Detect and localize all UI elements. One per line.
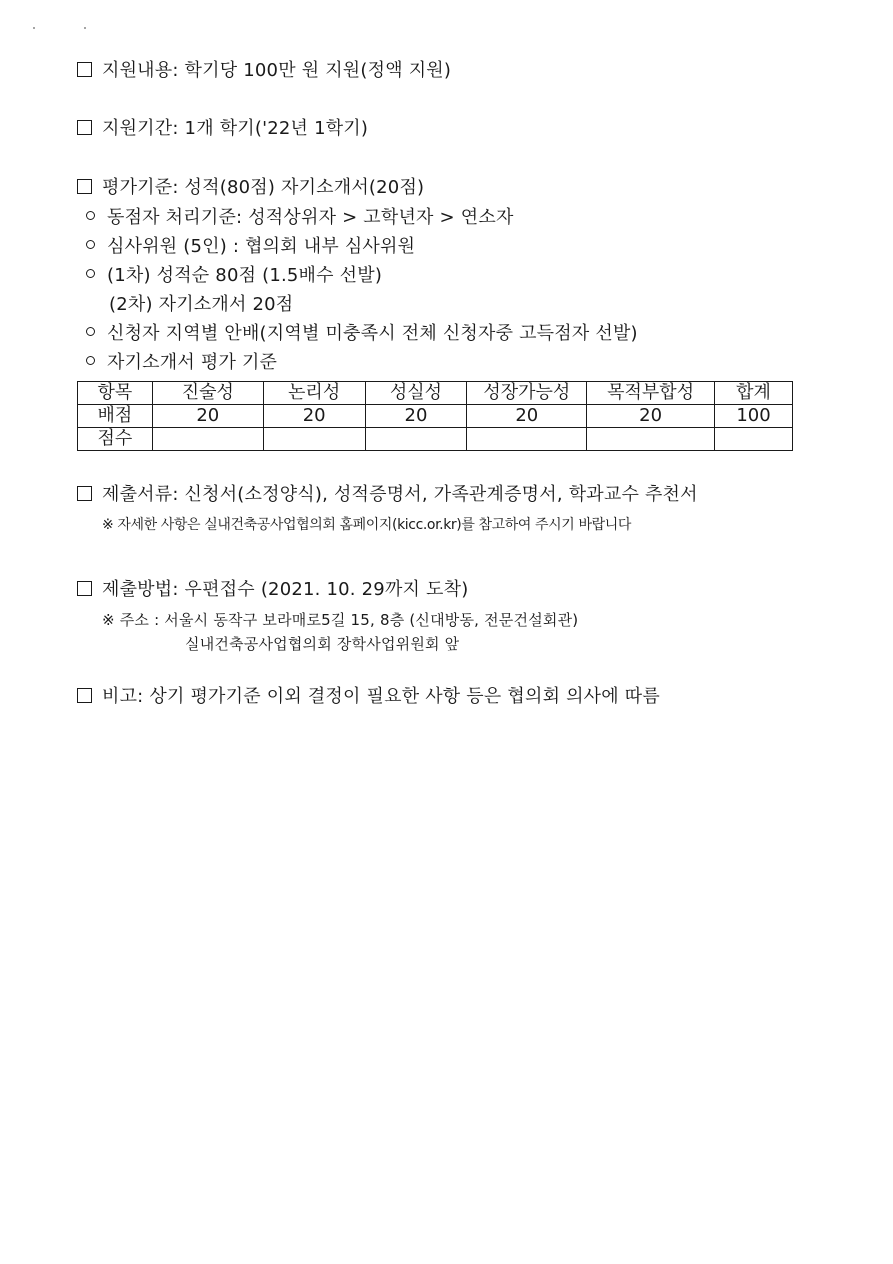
circle-bullet-icon — [86, 327, 95, 336]
circle-bullet-icon — [86, 269, 95, 278]
table-row — [78, 428, 793, 451]
table-cell: 20 — [152, 405, 263, 428]
circle-bullet-icon — [86, 356, 95, 365]
support-content-text: 학기당 100만 원 지원(정액 지원) — [184, 60, 452, 81]
scan-speck — [84, 27, 86, 29]
table-cell — [715, 428, 793, 451]
table-header-cell: 목적부합성 — [587, 382, 715, 405]
criteria-table — [77, 381, 793, 451]
checkbox-square-icon — [77, 62, 92, 77]
support-content-line — [77, 60, 451, 82]
evaluation-item-text: 심사위원 (5인) : 협의회 내부 심사위원 — [107, 236, 416, 257]
table-header-cell: 성실성 — [365, 382, 467, 405]
documents-label: 제출서류: — [102, 484, 179, 505]
evaluation-item — [86, 265, 382, 287]
checkbox-square-icon — [77, 581, 92, 596]
table-header-cell: 합계 — [715, 382, 793, 405]
evaluation-item — [86, 352, 277, 374]
submission-line — [77, 579, 468, 601]
evaluation-item — [86, 236, 415, 258]
evaluation-item — [86, 207, 514, 229]
evaluation-text: 성적(80점) 자기소개서(20점) — [184, 177, 425, 198]
table-cell: 20 — [587, 405, 715, 428]
table-cell: 점수 — [78, 428, 153, 451]
support-period-text: 1개 학기('22년 1학기) — [184, 118, 369, 139]
checkbox-square-icon — [77, 179, 92, 194]
table-header-cell: 성장가능성 — [467, 382, 587, 405]
evaluation-item-continuation-text: (2차) 자기소개서 20점 — [109, 294, 294, 315]
submission-address-line2: 실내건축공사업협의회 장학사업위원회 앞 — [185, 635, 460, 653]
evaluation-item-text: 동점자 처리기준: 성적상위자 > 고학년자 > 연소자 — [107, 207, 514, 228]
table-header-cell: 진술성 — [152, 382, 263, 405]
table-cell — [152, 428, 263, 451]
checkbox-square-icon — [77, 486, 92, 501]
evaluation-item-text: (1차) 성적순 80점 (1.5배수 선발) — [107, 265, 383, 286]
circle-bullet-icon — [86, 240, 95, 249]
table-cell: 100 — [715, 405, 793, 428]
table-cell — [467, 428, 587, 451]
remarks-label: 비고: — [102, 686, 144, 707]
support-content-label: 지원내용: — [102, 60, 179, 81]
support-period-label: 지원기간: — [102, 118, 179, 139]
evaluation-label: 평가기준: — [102, 177, 179, 198]
table-cell: 20 — [365, 405, 467, 428]
table-cell — [365, 428, 467, 451]
remarks-line — [77, 686, 660, 708]
table-cell: 배점 — [78, 405, 153, 428]
evaluation-item-continuation — [109, 294, 293, 316]
table-cell — [587, 428, 715, 451]
table-header-cell: 논리성 — [263, 382, 365, 405]
submission-label: 제출방법: — [102, 579, 179, 600]
table-row — [78, 405, 793, 428]
table-cell — [263, 428, 365, 451]
evaluation-item — [86, 323, 638, 345]
submission-address-line1: ※ 주소 : 서울시 동작구 보라매로5길 15, 8층 (신대방동, 전문건설회관) — [102, 611, 579, 629]
table-cell: 20 — [263, 405, 365, 428]
table-header-row — [78, 382, 793, 405]
checkbox-square-icon — [77, 688, 92, 703]
support-period-line — [77, 118, 368, 140]
remarks-text: 상기 평가기준 이외 결정이 필요한 사항 등은 협의회 의사에 따름 — [149, 686, 660, 707]
evaluation-item-text: 자기소개서 평가 기준 — [107, 352, 278, 373]
evaluation-line — [77, 177, 424, 199]
documents-text: 신청서(소정양식), 성적증명서, 가족관계증명서, 학과교수 추천서 — [184, 484, 698, 505]
documents-note: ※ 자세한 사항은 실내건축공사업협의회 홈페이지(kicc.or.kr)를 참고하여 주시기 바랍니다 — [102, 517, 631, 533]
submission-text: 우편접수 (2021. 10. 29까지 도착) — [184, 579, 469, 600]
evaluation-item-text: 신청자 지역별 안배(지역별 미충족시 전체 신청자중 고득점자 선발) — [107, 323, 638, 344]
checkbox-square-icon — [77, 120, 92, 135]
circle-bullet-icon — [86, 211, 95, 220]
table-header-cell: 항목 — [78, 382, 153, 405]
documents-line — [77, 484, 698, 506]
scan-speck — [33, 27, 35, 29]
table-cell: 20 — [467, 405, 587, 428]
